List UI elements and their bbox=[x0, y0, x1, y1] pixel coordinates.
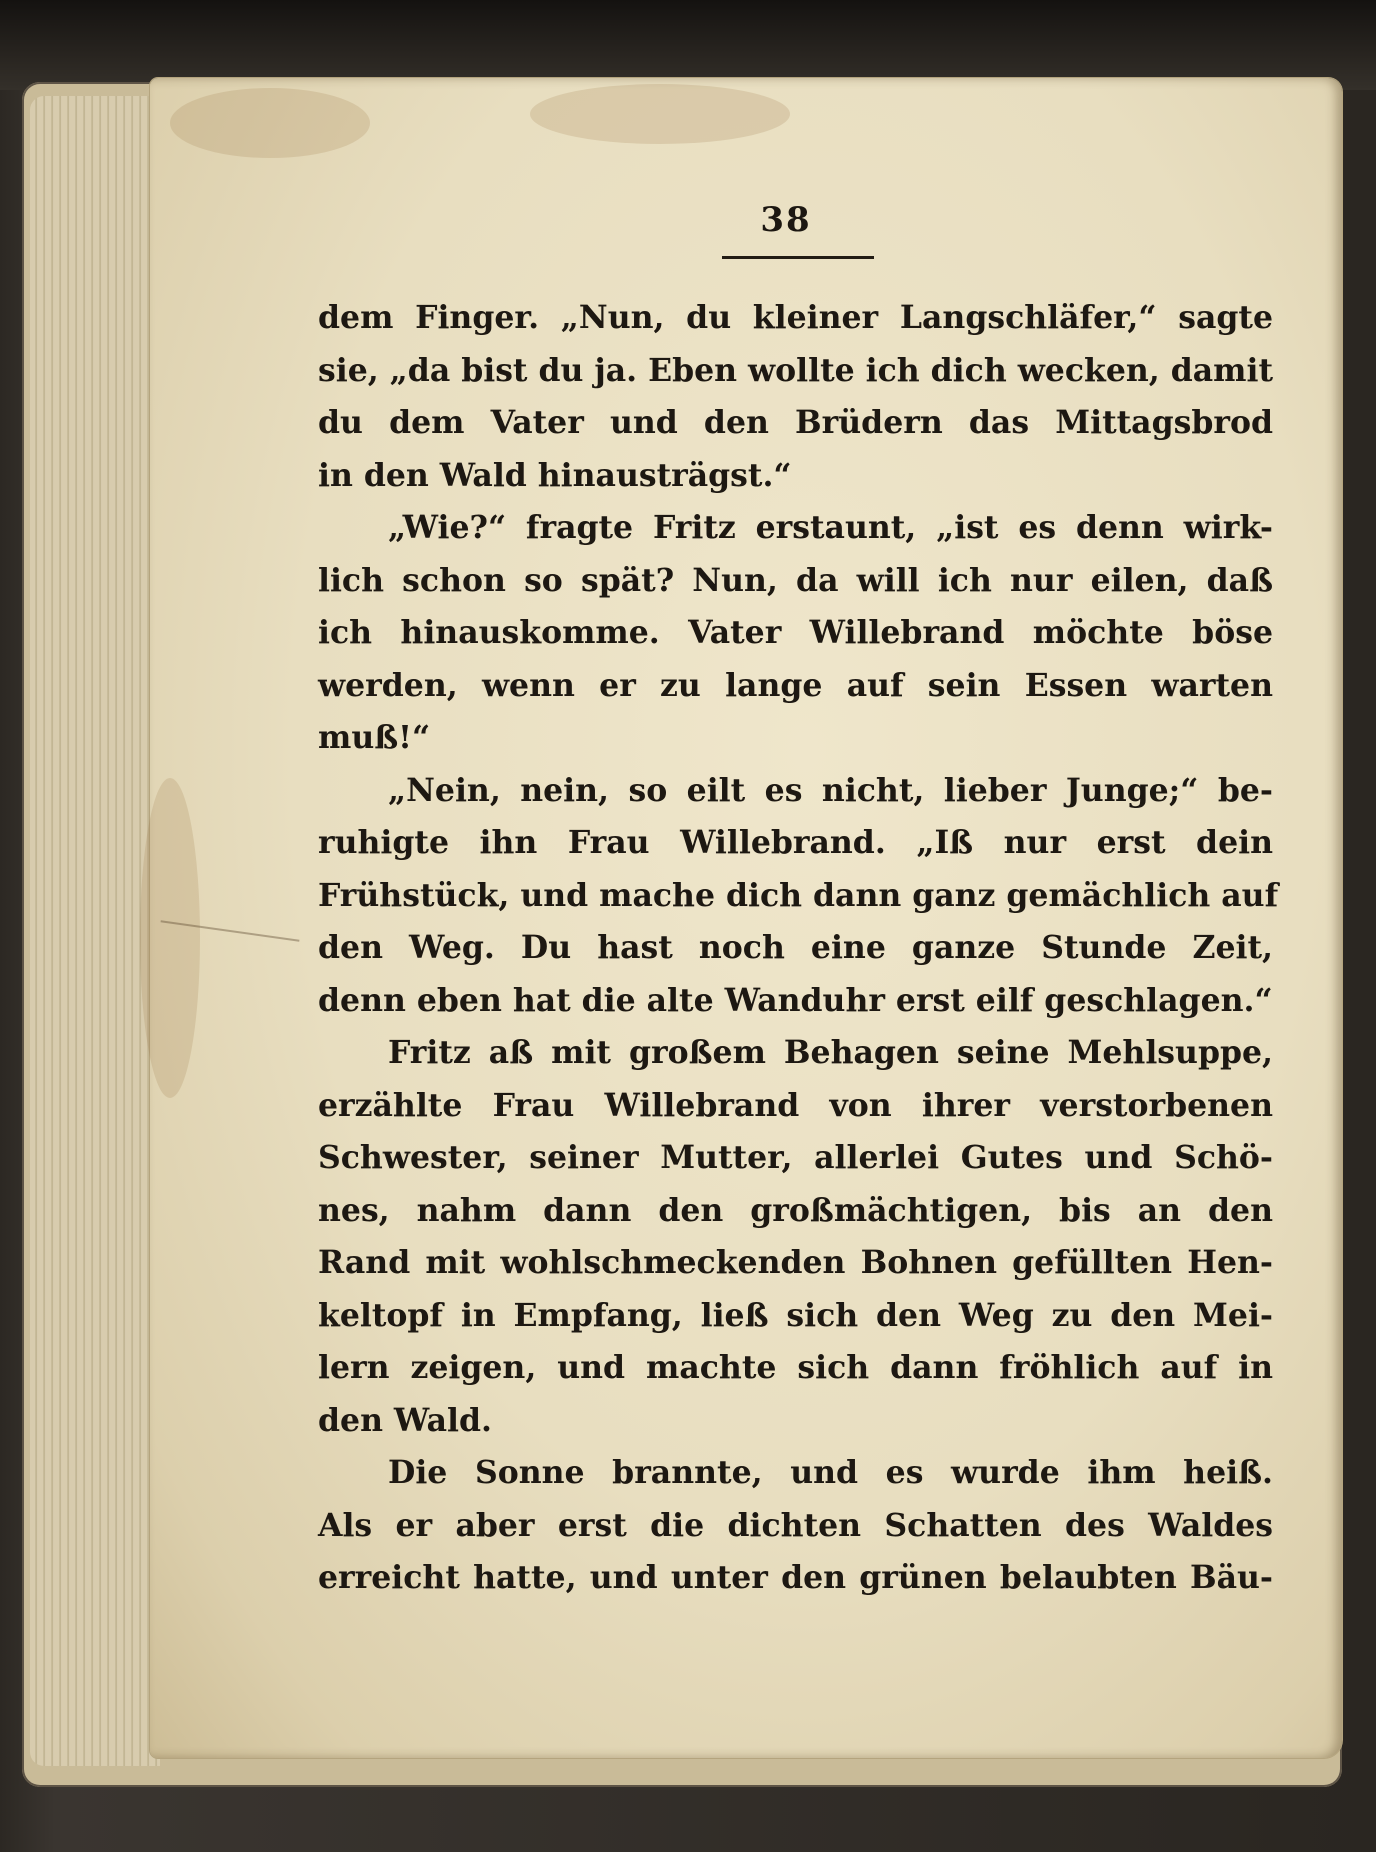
text-line: in den Wald hinausträgst.“ bbox=[318, 456, 792, 494]
text-line: lich schon so spät? Nun, da will ich nur eilen, daß bbox=[318, 561, 1273, 599]
cover-top-edge bbox=[0, 0, 1376, 90]
text-line: lern zeigen, und machte sich dann fröhlich auf in bbox=[318, 1349, 1273, 1386]
foxing-stain bbox=[530, 84, 790, 144]
text-line: denn eben hat die alte Wanduhr erst eilf geschlagen.“ bbox=[318, 981, 1273, 1019]
text-line: Frühstück, und mache dich dann ganz gemächlich auf bbox=[318, 876, 1279, 914]
header-rule bbox=[722, 256, 874, 259]
text-line: dem Finger. „Nun, du kleiner Langschläfer,“ sagte bbox=[318, 299, 1273, 336]
text-line: Rand mit wohlschmeckenden Bohnen gefüllten Hen- bbox=[318, 1244, 1273, 1281]
text-line: „Wie?“ fragte Fritz erstaunt, „ist es denn wirk- bbox=[388, 509, 1273, 546]
foxing-stain bbox=[140, 778, 200, 1098]
text-line: keltopf in Empfang, ließ sich den Weg zu den Mei- bbox=[318, 1296, 1273, 1334]
text-line: Die Sonne brannte, und es wurde ihm heiß. bbox=[388, 1454, 1273, 1491]
foxing-stain bbox=[170, 88, 370, 158]
text-line: ich hinauskomme. Vater Willebrand möchte böse bbox=[318, 614, 1273, 651]
text-line: „Nein, nein, so eilt es nicht, lieber Junge;“ be- bbox=[388, 771, 1273, 809]
text-line: werden, wenn er zu lange auf sein Essen warten bbox=[318, 666, 1273, 704]
text-line: du dem Vater und den Brüdern das Mittagsbrod bbox=[318, 404, 1273, 441]
text-line: Als er aber erst die dichten Schatten des Waldes bbox=[318, 1506, 1273, 1544]
body-text bbox=[318, 292, 1279, 1605]
text-line: nes, nahm dann den großmächtigen, bis an den bbox=[318, 1191, 1273, 1229]
text-line: den Weg. Du hast noch eine ganze Stunde Zeit, bbox=[318, 929, 1273, 966]
text-line: Fritz aß mit großem Behagen seine Mehlsuppe, bbox=[388, 1034, 1273, 1071]
text-line: erzählte Frau Willebrand von ihrer verstorbenen bbox=[318, 1086, 1273, 1124]
text-line: sie, „da bist du ja. Eben wollte ich dich wecken, damit bbox=[318, 351, 1274, 389]
text-line: ruhigte ihn Frau Willebrand. „Iß nur erst dein bbox=[318, 824, 1273, 861]
text-line: erreicht hatte, und unter den grünen belaubten Bäu- bbox=[318, 1559, 1273, 1596]
text-line: den Wald. bbox=[318, 1401, 492, 1439]
page-number: 38 bbox=[760, 200, 812, 240]
text-line: Schwester, seiner Mutter, allerlei Gutes und Schö- bbox=[318, 1139, 1273, 1176]
text-line: muß!“ bbox=[318, 719, 431, 756]
